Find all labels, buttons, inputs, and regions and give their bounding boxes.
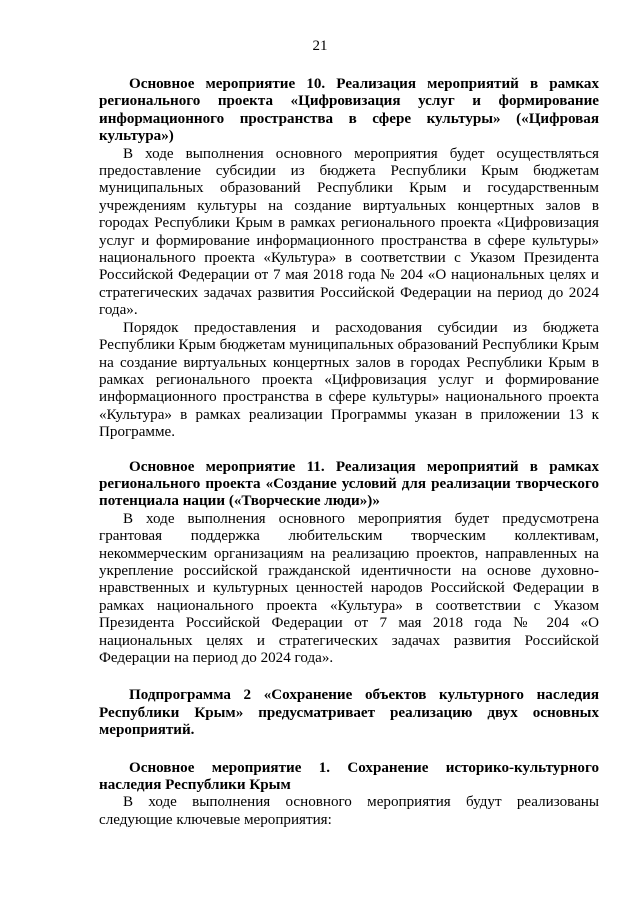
section-heading: Основное мероприятие 10. Реализация мероприятий в рамках регионального проекта «Цифровизация услуг и формирование информационного пространства в сфере культуры» («Цифровая культура») bbox=[99, 76, 599, 145]
paragraph: В ходе выполнения основного мероприятия будет предусмотрена грантовая поддержка любительским творческим коллективам, некоммерческим организациям на реализацию проектов, направленных на укрепление российской гражданской идентичности на основе духовно-нравственных и культурных ценностей народов Российской Федерации в рамках национального проекта «Культура» в соответствии с Указом Президента Российской Федерации от 7 мая 2018 года № 204 «О национальных целях и стратегических задачах развития Российской Федерации на период до 2024 года». bbox=[99, 510, 599, 666]
paragraph: В ходе выполнения основного мероприятия будет осуществляться предоставление субсидии из бюджета Республики Крым бюджетам муниципальных образований Республики Крым и государственным учреждениям культуры на создание виртуальных концертных залов в городах Республики Крым в рамках регионального проекта «Цифровизация услуг и формирование информационного пространства в сфере культуры» национального проекта «Культура» в соответствии с Указом Президента Российской Федерации от 7 мая 2018 года № 204 «О национальных целях и стратегических задачах развития Российской Федерации на период до 2024 года». bbox=[99, 145, 599, 319]
paragraph: В ходе выполнения основного мероприятия будут реализованы следующие ключевые мероприятия: bbox=[99, 794, 599, 828]
document-body bbox=[99, 76, 599, 829]
section-heading: Основное мероприятие 1. Сохранение историко-культурного наследия Республики Крым bbox=[99, 759, 599, 794]
section-heading: Основное мероприятие 11. Реализация мероприятий в рамках регионального проекта «Создание условий для реализации творческого потенциала нации («Творческие люди»)» bbox=[99, 458, 599, 510]
subprogram-heading: Подпрограмма 2 «Сохранение объектов культурного наследия Республики Крым» предусматривает реализацию двух основных мероприятий. bbox=[99, 687, 599, 739]
paragraph: Порядок предоставления и расходования субсидии из бюджета Республики Крым бюджетам муниципальных образований Республики Крым на создание виртуальных концертных залов в городах Республики Крым в рамках регионального проекта «Цифровизация услуг и формирование информационного пространства в сфере культуры» национального проекта «Культура» в рамках реализации Программы указан в приложении 13 к Программе. bbox=[99, 319, 599, 441]
page-number: 21 bbox=[312, 38, 328, 54]
